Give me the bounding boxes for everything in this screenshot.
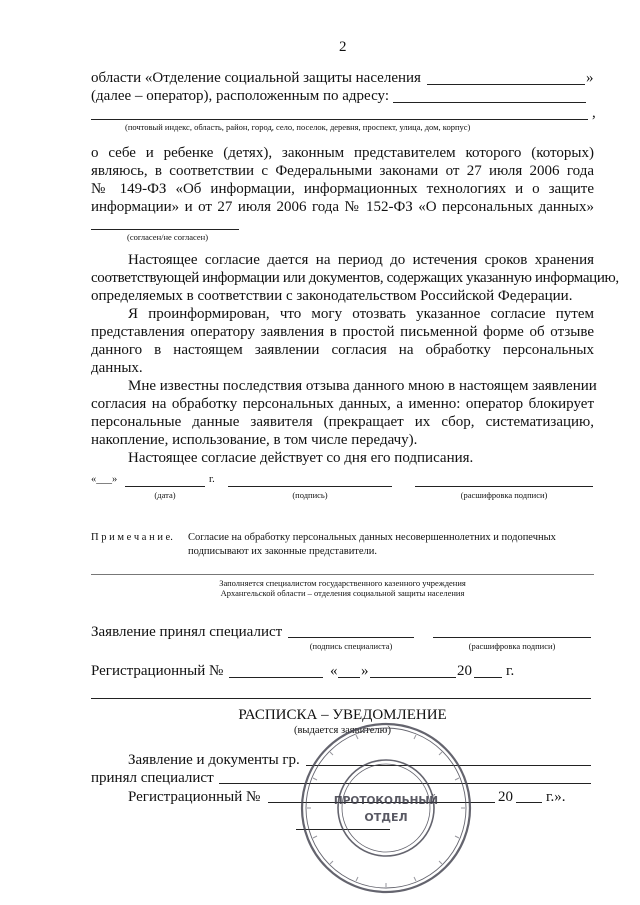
term-line-1: Настоящее согласие дается на период до истечения сроков хранения [128,252,594,268]
consent-line-3: № 149-ФЗ «Об информации, информационных технологиях и о защите [91,181,594,197]
term-line-2: соответствующей информации или документов, содержащих указанную информацию, [91,270,619,286]
decoding-label: (расшифровка подписи) [460,490,548,500]
note-label: П р и м е ч а н и е. [91,532,173,543]
signature-label: (подпись) [292,490,328,500]
specialist-decoding-label: (расшифровка подписи) [468,641,556,651]
specialist-signature-blank[interactable] [288,637,414,638]
registration-quote-close: » [361,663,369,679]
stamp-inner-ring-thin [342,764,430,852]
official-stamp [298,720,474,896]
address-line-3-end: , [592,105,596,121]
stamp-border-text-marks [307,729,465,887]
address-hint: (почтовый индекс, область, район, город, село, поселок, деревня, проспект, улица, дом, корпус) [125,122,471,132]
address-line-1: области «Отделение социальной защиты населения [91,70,421,86]
revoke-line-2: представления оператору заявления в простой письменной форме об отзыве [91,324,594,340]
cut-line [91,698,591,699]
note-line-2: подписывают их законные представители. [188,546,378,557]
date-prefix: «___» [91,474,118,485]
note-line-1: Согласие на обработку персональных данных несовершеннолетних и подопечных [188,532,556,543]
consent-line-2: являюсь, в соответствии с Федеральными законами от 27 июля 2006 года [91,163,594,179]
receipt-line-3: Регистрационный № [128,789,261,805]
signature-blank[interactable] [228,486,392,487]
consequence-line-3: персональные данные заявителя (прекращает их сбор, систематизацию, [91,414,594,430]
specialist-decoding-blank[interactable] [433,637,591,638]
receipt-year-prefix: 20 [498,789,513,805]
date-blank[interactable] [125,486,205,487]
term-line-3: определяемых в соответствии с законодательством Российской Федерации. [91,288,573,304]
address-blank-1[interactable] [393,102,586,103]
registration-label: Регистрационный № [91,663,224,679]
stamp-inner-ring [338,760,434,856]
consequence-line-2: согласия на обработку персональных данных, а именно: оператор блокирует [91,396,594,412]
page-number: 2 [339,39,347,55]
address-line-1-end: » [586,70,594,86]
specialist-signature-label: (подпись специалиста) [309,641,393,651]
registration-quote-open: « [330,663,338,679]
registration-year-blank[interactable] [474,677,502,678]
specialist-header-line-1: Заполняется специалистом государственного казенного учреждения [219,578,466,588]
stamp-outer-ring [302,724,470,892]
revoke-line-4: данных. [91,360,143,376]
consequence-line-1: Мне известны последствия отзыва данного мною в настоящем заявлении [128,378,597,394]
validity-line: Настоящее согласие действует со дня его подписания. [128,450,474,466]
registration-month-blank[interactable] [370,677,456,678]
decoding-blank[interactable] [415,486,593,487]
section-divider [91,574,594,575]
receipt-line-1: Заявление и документы гр. [128,752,300,768]
consent-blank[interactable] [91,229,239,230]
stamp-center-line-2: ОТДЕЛ [364,811,408,824]
department-name-blank[interactable] [427,84,585,85]
receipt-year-blank[interactable] [516,802,542,803]
consequence-line-4: накопление, использование, в том числе передачу). [91,432,418,448]
registration-day-blank[interactable] [338,677,360,678]
consent-hint: (согласен/не согласен) [127,232,209,242]
date-year-suffix: г. [209,474,215,485]
specialist-header-line-2: Архангельской области – отделения социальной защиты населения [220,588,465,598]
receipt-year-suffix: г.». [546,789,566,805]
revoke-line-3: данного в настоящем заявлении согласия на обработку персональных [91,342,594,358]
registration-year-suffix: г. [506,663,515,679]
accepted-text: Заявление принял специалист [91,624,283,640]
address-blank-2[interactable] [91,119,588,120]
revoke-line-1: Я проинформирован, что могу отозвать указанное согласие путем [128,306,594,322]
receipt-title: РАСПИСКА – УВЕДОМЛЕНИЕ [238,707,447,723]
address-line-2: (далее – оператор), расположенным по адресу: [91,88,390,104]
date-label: (дата) [154,490,176,500]
registration-number-blank[interactable] [229,677,323,678]
receipt-line-2: принял специалист [91,770,214,786]
consent-line-1: о себе и ребенке (детях), законным представителем которого (которых) [91,145,594,161]
receipt-subtitle: (выдается заявителю) [293,725,392,736]
registration-year-prefix: 20 [457,663,472,679]
consent-line-4: информации» и от 27 июля 2006 года № 152-ФЗ «О персональных данных» [91,199,594,215]
stamp-center-line-1: ПРОТОКОЛЬНЫЙ [333,795,439,807]
